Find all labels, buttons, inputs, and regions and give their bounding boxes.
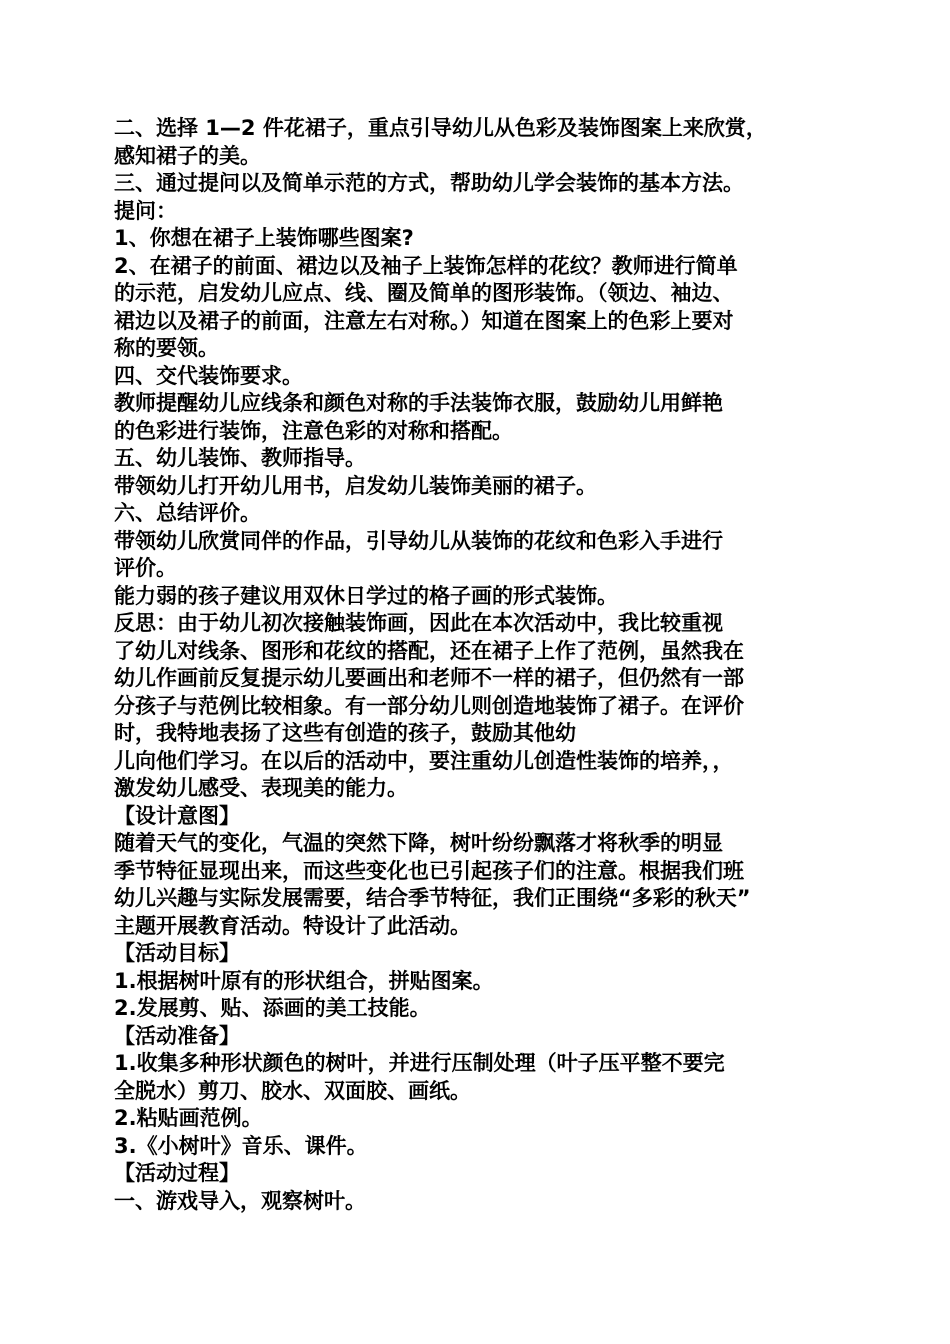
- text-line: 1、你想在裙子上装饰哪些图案?: [114, 226, 414, 250]
- text-line: 3.《小树叶》音乐、课件。: [114, 1133, 368, 1158]
- text-line: 【活动准备】: [114, 1023, 240, 1048]
- text-line: 带领幼儿欣赏同伴的作品，引导幼儿从装饰的花纹和色彩入手进行: [114, 528, 723, 553]
- text-line: 【活动过程】: [114, 1161, 240, 1185]
- text-line: 的示范，启发幼儿应点、线、圈及简单的图形装饰。（领边、袖边、: [114, 281, 734, 305]
- text-line: 的色彩进行装饰，注意色彩的对称和搭配。: [114, 418, 513, 443]
- text-line: 2、在裙子的前面、裙边以及袖子上装饰怎样的花纹？教师进行简单: [114, 253, 738, 278]
- text-line: 反思：由于幼儿初次接触装饰画，因此在本次活动中，我比较重视: [114, 611, 723, 635]
- text-line: 四、交代装饰要求。: [114, 363, 303, 388]
- document-body: [114, 115, 854, 1215]
- text-line: 提问：: [114, 198, 177, 223]
- text-line: 季节特征显现出来，而这些变化也已引起孩子们的注意。根据我们班: [114, 858, 744, 883]
- text-line: 二、选择 1—2 件花裙子，重点引导幼儿从色彩及装饰图案上来欣赏，: [114, 116, 767, 140]
- text-line: 全脱水）剪刀、胶水、双面胶、画纸。: [114, 1078, 471, 1103]
- text-line: 三、通过提问以及简单示范的方式，帮助幼儿学会装饰的基本方法。: [114, 171, 744, 195]
- text-line: 主题开展教育活动。特设计了此活动。: [114, 913, 471, 938]
- text-line: 感知裙子的美。: [114, 143, 261, 168]
- text-line: 1.根据树叶原有的形状组合，拼贴图案。: [114, 968, 494, 993]
- text-line: 评价。: [114, 556, 177, 580]
- text-line: 【活动目标】: [114, 941, 240, 965]
- text-line: 了幼儿对线条、图形和花纹的搭配，还在裙子上作了范例，虽然我在: [114, 638, 744, 663]
- text-line: 幼儿兴趣与实际发展需要，结合季节特征，我们正围绕“多彩的秋天”: [114, 886, 751, 910]
- text-line: 随着天气的变化，气温的突然下降，树叶纷纷飘落才将秋季的明显: [114, 831, 723, 855]
- text-line: 六、总结评价。: [114, 501, 261, 525]
- text-line: 带领幼儿打开幼儿用书，启发幼儿装饰美丽的裙子。: [114, 473, 597, 498]
- text-line: 【设计意图】: [114, 803, 240, 828]
- text-line: 裙边以及裙子的前面，注意左右对称。）知道在图案上的色彩上要对: [114, 308, 734, 333]
- text-line: 教师提醒幼儿应线条和颜色对称的手法装饰衣服，鼓励幼儿用鲜艳: [114, 391, 723, 415]
- text-line: 1.收集多种形状颜色的树叶，并进行压制处理（叶子压平整不要完: [114, 1051, 725, 1075]
- text-line: 2.粘贴画范例。: [114, 1106, 263, 1130]
- text-line: 激发幼儿感受、表现美的能力。: [114, 776, 408, 800]
- text-line: 称的要领。: [114, 336, 219, 360]
- text-line: 儿向他们学习。在以后的活动中，要注重幼儿创造性装饰的培养，，: [114, 748, 734, 773]
- text-line: 2.发展剪、贴、添画的美工技能。: [114, 996, 431, 1020]
- text-line: 一、游戏导入，观察树叶。: [114, 1188, 366, 1213]
- text-line: 能力弱的孩子建议用双休日学过的格子画的形式装饰。: [114, 583, 618, 608]
- text-line: 分孩子与范例比较相象。有一部分幼儿则创造地装饰了裙子。在评价: [114, 693, 744, 718]
- text-line: 五、幼儿装饰、教师指导。: [114, 446, 366, 470]
- text-line: 幼儿作画前反复提示幼儿要画出和老师不一样的裙子，但仍然有一部: [114, 666, 744, 690]
- text-line: 时，我特地表扬了这些有创造的孩子，鼓励其他幼: [114, 721, 576, 745]
